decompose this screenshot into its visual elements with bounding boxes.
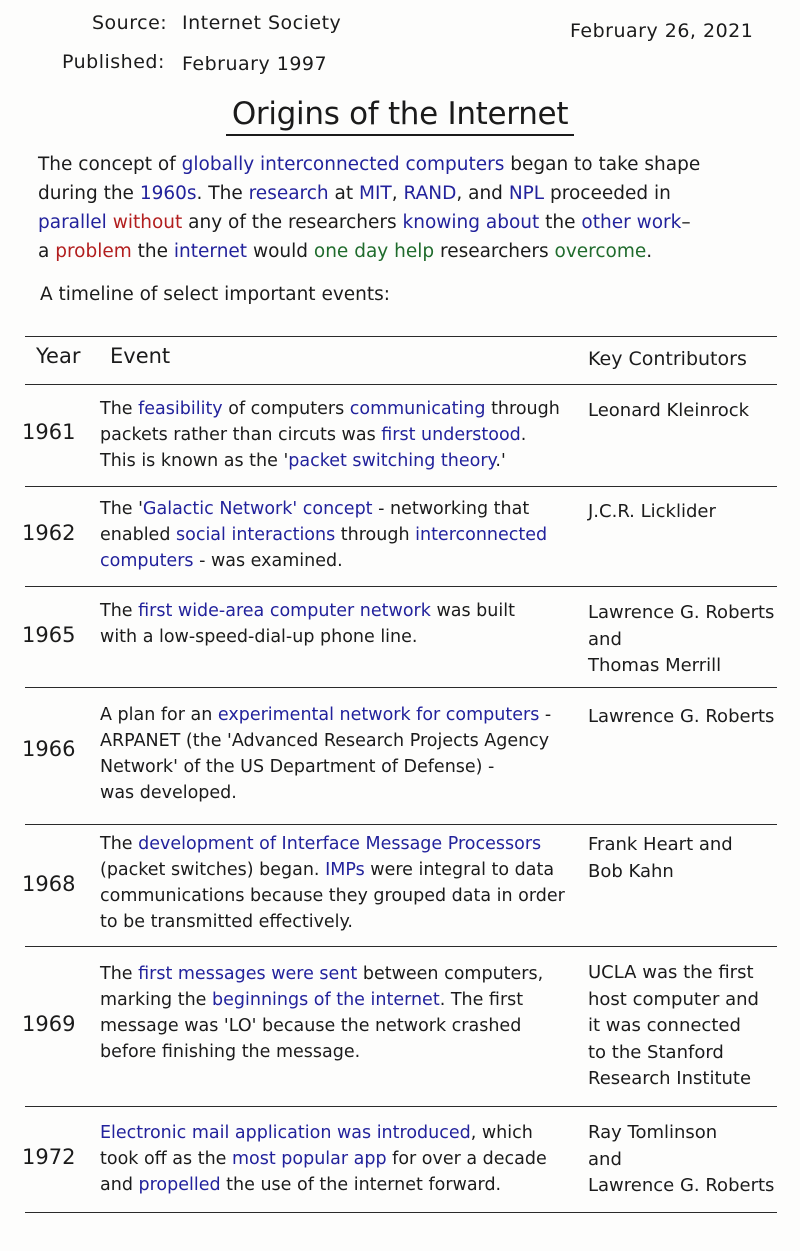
text-segment: were integral to data — [364, 860, 555, 880]
row-event — [100, 598, 515, 650]
event-line — [100, 961, 543, 987]
event-line — [100, 1146, 547, 1172]
text-segment: internet — [173, 241, 248, 262]
event-line — [100, 598, 515, 624]
event-line — [100, 1120, 547, 1146]
text-segment: with a low-speed-dial-up phone line. — [100, 627, 418, 647]
event-line — [100, 702, 551, 728]
text-segment: (packet switches) began. — [100, 860, 326, 880]
text-segment: most popular app — [232, 1149, 387, 1169]
text-segment: . The first — [439, 990, 524, 1010]
text-segment: A plan for an — [100, 705, 218, 725]
event-line — [100, 496, 547, 522]
intro-line — [38, 208, 750, 237]
row-contributors — [588, 1120, 774, 1200]
contributor-line: Ray Tomlinson — [588, 1122, 718, 1143]
text-segment: during the — [38, 183, 140, 204]
row-year: 1969 — [22, 1012, 76, 1036]
text-segment: 1960s — [139, 183, 197, 204]
row-divider — [25, 1212, 777, 1213]
text-segment: . The — [196, 183, 249, 204]
text-segment: - was examined. — [193, 551, 343, 571]
text-segment: The — [100, 964, 139, 984]
text-segment: NPL — [508, 183, 545, 204]
document-date: February 26, 2021 — [570, 20, 754, 42]
event-line — [100, 1013, 543, 1039]
text-segment: research — [248, 183, 329, 204]
text-segment: .' — [495, 451, 506, 471]
column-header-contributors: Key Contributors — [588, 348, 747, 370]
event-line — [100, 1039, 543, 1065]
text-segment: took off as the — [100, 1149, 232, 1169]
row-divider — [25, 824, 777, 825]
text-segment: interconnected — [415, 525, 548, 545]
row-contributors — [588, 960, 759, 1093]
contributor-line: Lawrence G. Roberts — [588, 602, 775, 623]
text-segment: The — [100, 399, 139, 419]
text-segment: first messages were sent — [138, 964, 358, 984]
contributor-line: and — [588, 1148, 622, 1170]
event-line — [100, 987, 543, 1013]
text-segment: – — [681, 212, 691, 233]
contributor-line: and — [588, 628, 622, 650]
column-header-event: Event — [110, 344, 171, 368]
text-segment: other work — [581, 212, 682, 233]
text-segment: feasibility — [138, 399, 223, 419]
text-segment: propelled — [138, 1175, 221, 1195]
row-contributors — [588, 398, 749, 425]
row-divider — [25, 586, 777, 587]
text-segment: The ' — [100, 499, 143, 519]
text-segment: the — [539, 212, 582, 233]
row-year: 1961 — [22, 420, 76, 444]
contributor-line: to the Stanford — [588, 1041, 724, 1063]
text-segment: MIT — [359, 183, 392, 204]
text-segment: researchers — [434, 241, 555, 262]
row-divider — [25, 486, 777, 487]
source-value: Internet Society — [182, 12, 342, 34]
contributor-line: Research Institute — [588, 1068, 752, 1089]
text-segment: social interactions — [176, 525, 336, 545]
text-segment: message was 'LO' because the network crashed — [100, 1016, 522, 1036]
text-segment: , which — [470, 1123, 533, 1143]
row-year: 1965 — [22, 623, 76, 647]
event-line — [100, 422, 560, 448]
row-event — [100, 702, 551, 806]
row-event — [100, 1120, 547, 1198]
text-segment: packet switching theory — [288, 451, 496, 471]
intro-line — [38, 237, 750, 266]
row-year: 1968 — [22, 872, 76, 896]
contributor-line: Lawrence G. Roberts — [588, 706, 775, 727]
text-segment: knowing about — [402, 212, 540, 233]
timeline-label: A timeline of select important events: — [40, 284, 391, 305]
text-segment: the use of the internet forward. — [220, 1175, 502, 1195]
row-contributors — [588, 600, 774, 680]
intro-paragraph — [38, 150, 750, 266]
event-line — [100, 1172, 547, 1198]
row-year: 1962 — [22, 521, 76, 545]
text-segment: problem — [55, 241, 132, 262]
text-segment: Galactic Network' concept — [142, 499, 373, 519]
table-header-rule — [25, 384, 777, 385]
text-segment: marking the — [100, 990, 213, 1010]
event-line — [100, 883, 565, 909]
text-segment: development of Interface Message Processors — [138, 834, 542, 854]
text-segment: computers — [100, 551, 194, 571]
text-segment: was built — [430, 601, 515, 621]
text-segment: enabled — [100, 525, 176, 545]
text-segment: and — [100, 1175, 139, 1195]
text-segment: The — [100, 601, 139, 621]
event-line — [100, 909, 565, 935]
text-segment: Electronic mail application was introduced — [100, 1123, 471, 1143]
text-segment: , — [391, 183, 404, 204]
text-segment: at — [328, 183, 360, 204]
text-segment: for over a decade — [386, 1149, 547, 1169]
text-segment: communications because they grouped data in order — [100, 886, 565, 906]
text-segment: first wide-area computer network — [138, 601, 431, 621]
text-segment: of computers — [222, 399, 350, 419]
text-segment: , and — [456, 183, 509, 204]
text-segment: globally interconnected computers — [181, 154, 505, 175]
contributor-line: Frank Heart and — [588, 834, 733, 855]
event-line — [100, 728, 551, 754]
row-contributors — [588, 499, 716, 526]
text-segment: The — [100, 834, 139, 854]
row-year: 1972 — [22, 1145, 76, 1169]
text-segment: . — [520, 425, 527, 445]
text-segment: This is known as the ' — [100, 451, 289, 471]
event-line — [100, 780, 551, 806]
event-line — [100, 624, 515, 650]
text-segment: the — [131, 241, 174, 262]
row-divider — [25, 1106, 777, 1107]
text-segment: The concept of — [38, 154, 182, 175]
contributor-line: Bob Kahn — [588, 860, 674, 882]
published-value: February 1997 — [182, 53, 328, 75]
source-label: Source: — [92, 12, 168, 34]
contributor-line: J.C.R. Licklider — [588, 501, 716, 522]
contributor-line: Leonard Kleinrock — [588, 400, 750, 421]
contributor-line: UCLA was the first — [588, 962, 754, 983]
text-segment: beginnings of the internet — [212, 990, 440, 1010]
event-line — [100, 754, 551, 780]
text-segment: one day help — [313, 241, 435, 262]
row-event — [100, 496, 547, 574]
row-event — [100, 831, 565, 935]
row-divider — [25, 946, 777, 947]
published-label: Published: — [62, 51, 165, 73]
text-segment: IMPs — [325, 860, 365, 880]
text-segment: RAND — [403, 183, 457, 204]
text-segment: through — [335, 525, 416, 545]
contributor-line: Lawrence G. Roberts — [588, 1175, 775, 1196]
text-segment: packets rather than circuts was — [100, 425, 382, 445]
text-segment: began to take shape — [504, 154, 701, 175]
intro-line — [38, 179, 750, 208]
text-segment: without — [112, 212, 183, 233]
text-segment: a — [38, 241, 56, 262]
text-segment: Network' of the US Department of Defense) - — [100, 757, 495, 777]
text-segment: - — [539, 705, 552, 725]
text-segment: was developed. — [100, 783, 237, 803]
contributor-line: it was connected — [588, 1015, 741, 1036]
text-segment: overcome — [554, 241, 647, 262]
row-contributors — [588, 704, 774, 731]
contributor-line: host computer and — [588, 988, 759, 1010]
text-segment: proceeded in — [544, 183, 671, 204]
text-segment: between computers, — [357, 964, 544, 984]
row-year: 1966 — [22, 737, 76, 761]
row-contributors — [588, 832, 733, 885]
event-line — [100, 548, 547, 574]
intro-line — [38, 150, 750, 179]
text-segment: . — [646, 241, 653, 262]
contributor-line: Thomas Merrill — [588, 655, 722, 676]
text-segment: ARPANET (the 'Advanced Research Projects Agency — [100, 731, 550, 751]
text-segment: first understood — [381, 425, 521, 445]
page-title: Origins of the Internet — [226, 96, 574, 136]
column-header-year: Year — [36, 344, 81, 368]
text-segment: - networking that — [372, 499, 530, 519]
text-segment: before finishing the message. — [100, 1042, 361, 1062]
text-segment: parallel — [38, 212, 107, 233]
text-segment: to be transmitted effectively. — [100, 912, 353, 932]
table-top-rule — [25, 336, 777, 337]
text-segment: experimental network for computers — [217, 705, 540, 725]
row-event — [100, 396, 560, 474]
row-divider — [25, 687, 777, 688]
event-line — [100, 522, 547, 548]
event-line — [100, 396, 560, 422]
text-segment: would — [247, 241, 314, 262]
row-event — [100, 961, 543, 1065]
event-line — [100, 831, 565, 857]
title-wrapper — [0, 96, 800, 136]
text-segment: any of the researchers — [182, 212, 403, 233]
event-line — [100, 448, 560, 474]
text-segment: through — [485, 399, 560, 419]
text-segment: communicating — [349, 399, 486, 419]
event-line — [100, 857, 565, 883]
